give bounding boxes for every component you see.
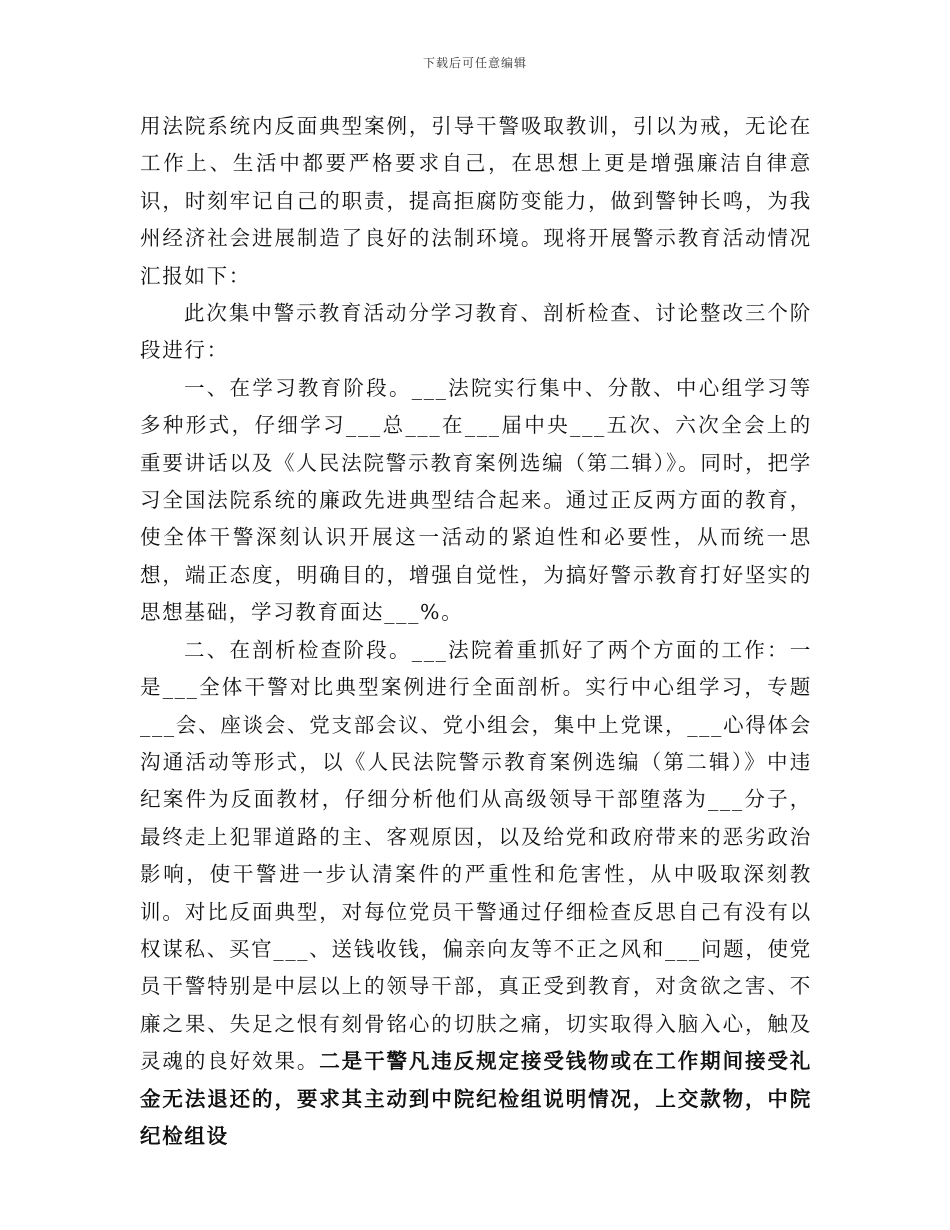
paragraph-stages-overview: 此次集中警示教育活动分学习教育、剖析检查、讨论整改三个阶段进行：: [140, 301, 812, 363]
document-body: [140, 108, 812, 1155]
paragraph-intro-continuation: 用法院系统内反面典型案例，引导干警吸取教训，引以为戒，无论在工作上、生活中都要严格要求自己，在思想上更是增强廉洁自律意识，时刻牢记自己的职责，提高拒腐防变能力，做到警钟长鸣，为我州经济社会进展制造了良好的法制环境。现将开展警示教育活动情况汇报如下：: [140, 114, 812, 288]
paragraph-analysis-stage: [140, 632, 812, 1156]
analysis-stage-bold-text: 二是干警凡违反规定接受钱物或在工作期间接受礼金无法退还的，要求其主动到中院纪检组说明情况，上交款物，中院纪检组设: [140, 1049, 812, 1148]
analysis-stage-text: 二、在剖析检查阶段。___法院着重抓好了两个方面的工作：一是___全体干警对比典型案例进行全面剖析。实行中心组学习，专题___会、座谈会、党支部会议、党小组会，集中上党课，___心得体会沟通活动等形式，以《人民法院警示教育案例选编（第二辑）》中违纪案件为反面教材，仔细分析他们从高级领导干部堕落为___分子，最终走上犯罪道路的主、客观原因，以及给党和政府带来的恶劣政治影响，使干警进一步认清案件的严重性和危害性，从中吸取深刻教训。对比反面典型，对每位党员干警通过仔细检查反思自己有没有以权谋私、买官___、送钱收钱，偏亲向友等不正之风和___问题，使党员干警特别是中层以上的领导干部，真正受到教育，对贪欲之害、不廉之果、失足之恨有刻骨铭心的切肤之痛，切实取得入脑入心，触及灵魂的良好效果。: [140, 637, 812, 1074]
page-header: 下载后可任意编辑: [422, 56, 527, 70]
paragraph-study-stage: 一、在学习教育阶段。___法院实行集中、分散、中心组学习等多种形式，仔细学习___总___在___届中央___五次、六次全会上的重要讲话以及《人民法院警示教育案例选编（第二辑）》。同时，把学习全国法院系统的廉政先进典型结合起来。通过正反两方面的教育，使全体干警深刻认识开展这一活动的紧迫性和必要性，从而统一思想，端正态度，明确目的，增强自觉性，为搞好警示教育打好坚实的思想基础，学习教育面达___%。: [140, 375, 812, 625]
